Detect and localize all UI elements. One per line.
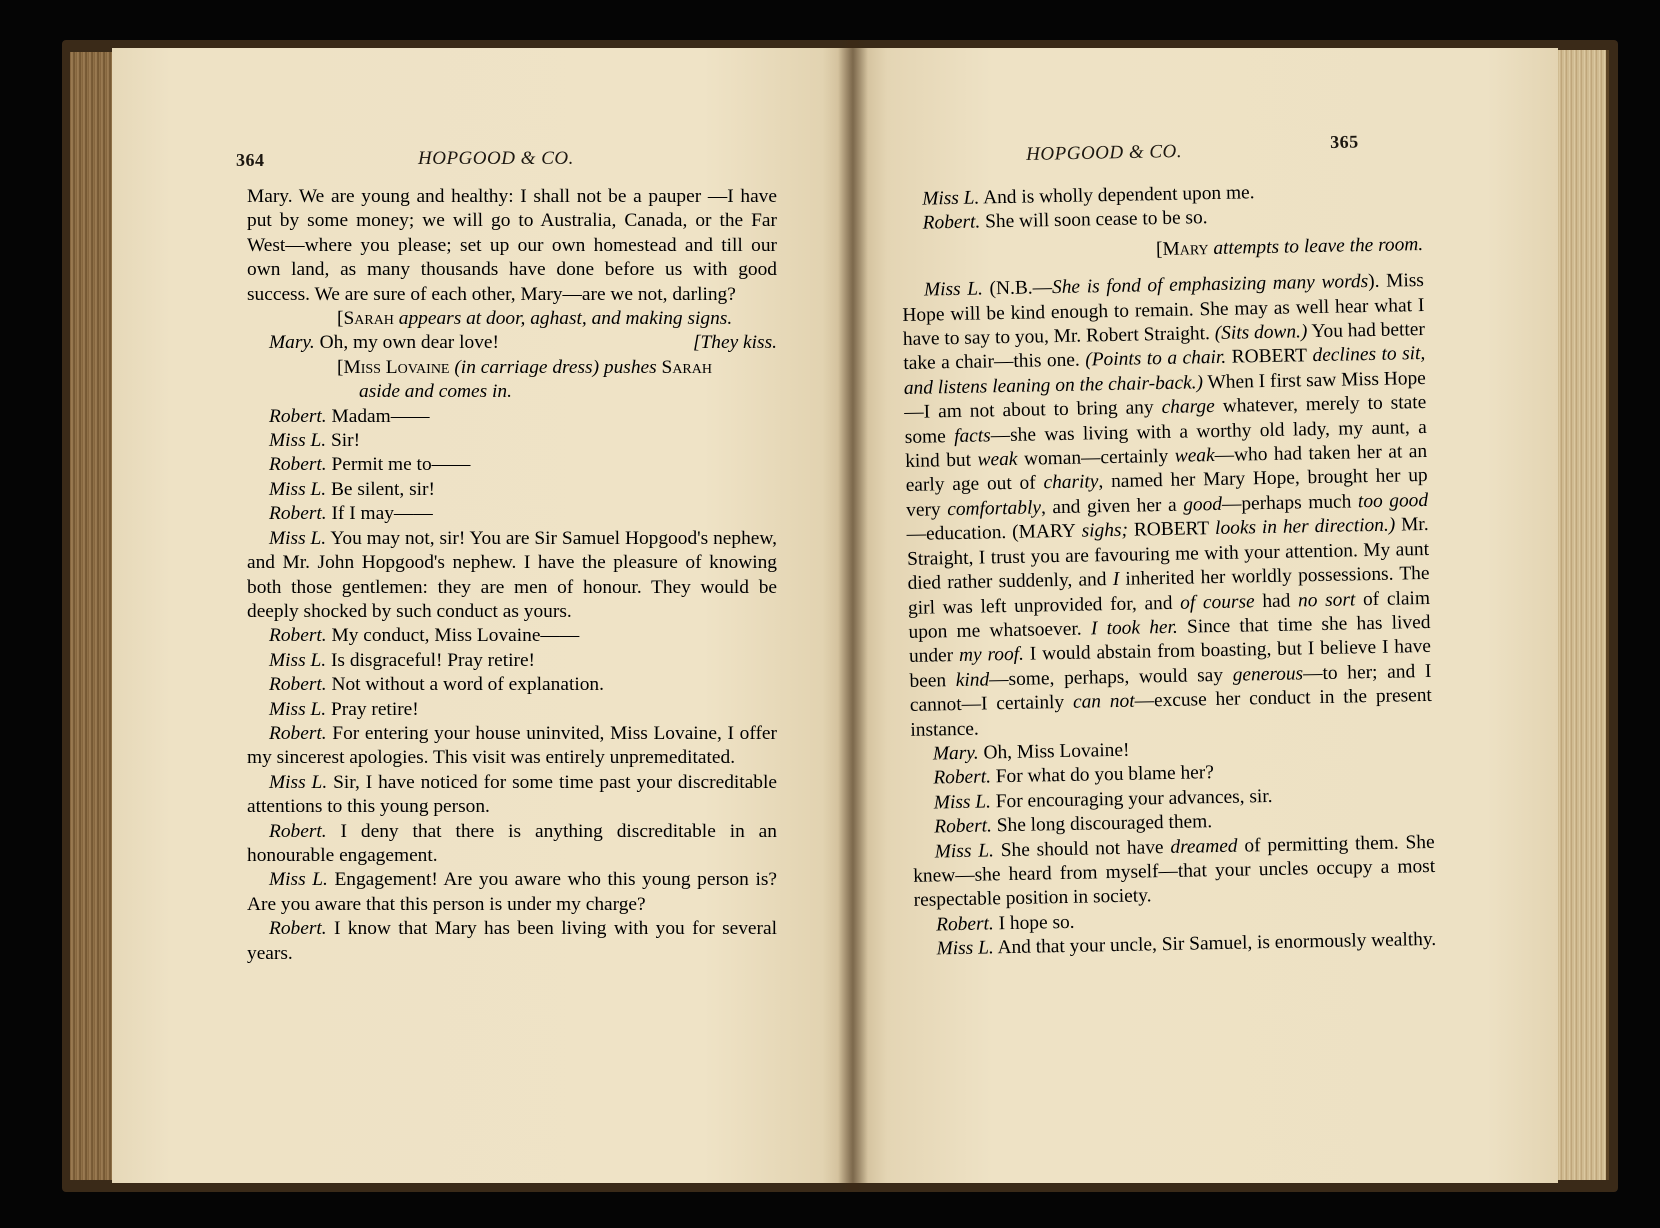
speech-text: Not without a word of explanation. <box>326 674 604 696</box>
t: , and given her a <box>1040 494 1177 519</box>
speaker: Miss L. <box>936 937 994 960</box>
running-head-right: HOPGOOD & CO. <box>1026 141 1183 165</box>
character-name: Sarah <box>661 356 712 378</box>
speech-text: Be silent, sir! <box>326 478 435 500</box>
speaker: Robert. <box>269 820 327 842</box>
t: I hope so. <box>998 911 1075 935</box>
stage-direction-text-2: aside and comes in. <box>359 381 512 403</box>
t: Since that time she has lived under <box>908 611 1431 668</box>
direction: appears at door, aghast, and making signs. <box>393 308 733 330</box>
t: comfortably <box>947 497 1042 521</box>
speaker: Robert. <box>269 503 327 525</box>
t: facts <box>953 424 991 447</box>
speeches-continued <box>247 624 777 966</box>
left-page-edges <box>70 52 112 1180</box>
t: ROBERT <box>1231 345 1308 369</box>
character-name: Sarah <box>343 308 394 330</box>
t: of course <box>1179 590 1255 614</box>
speech-mary <box>247 331 777 355</box>
speech-text: Sir! <box>326 430 361 452</box>
speech <box>247 429 777 453</box>
running-head-left: HOPGOOD & CO. <box>418 148 574 169</box>
speaker: Miss L. <box>269 430 327 452</box>
speech <box>247 820 777 869</box>
stage-direction-mary <box>901 233 1423 267</box>
speech-text: My conduct, Miss Lovaine—— <box>326 625 580 647</box>
speaker: Robert. <box>269 454 327 476</box>
t: ). Miss Hope will be kind enough to remain. She may as well hear what I have to say to you, Mr. Robert Straight. <box>902 270 1425 351</box>
speech-missl-dreamed <box>913 830 1436 913</box>
t: I <box>1112 568 1120 591</box>
speaker: Miss L. <box>269 527 327 549</box>
speech-text: Engagement! Are you aware who this young person is? Are you aware that this person is under my charge? <box>247 869 777 915</box>
speech <box>247 453 777 477</box>
t: She should not have <box>1000 836 1164 861</box>
speech-text: Pray retire! <box>326 698 419 720</box>
t: of claim upon me whatsoever. <box>908 587 1431 643</box>
speaker: Robert. <box>922 211 981 234</box>
direction: (in carriage dress) pushes <box>454 356 657 378</box>
t: sighs; <box>1081 519 1129 542</box>
speaker: Miss L. <box>934 839 995 863</box>
right-page-edges <box>1558 50 1609 1180</box>
book-spine <box>838 40 868 1190</box>
t: I took her. <box>1090 616 1178 640</box>
speaker: Robert. <box>934 815 993 838</box>
t: (N.B.— <box>989 277 1053 300</box>
speech-text: I know that Mary has been living with you for several years. <box>247 918 777 964</box>
bracket: [ <box>337 308 344 330</box>
t: —excuse her conduct in the present instance. <box>910 685 1433 741</box>
t: whatever, merely to state some <box>904 392 1427 448</box>
speaker: Miss L. <box>922 187 980 210</box>
left-opening-speech <box>247 185 777 307</box>
speech-text: Oh, Miss Lovaine! <box>978 739 1130 764</box>
speech <box>247 502 777 526</box>
t: my roof. <box>958 644 1025 667</box>
speaker: Robert. <box>269 625 327 647</box>
speaker: Miss L. <box>269 478 327 500</box>
speech-robert-opening: Mary. We are young and healthy: I shall not be a pauper —I have put by some money; we will go to Australia, Canada, or the Far West—where you please; set up our own homestead and till our own land, as many thousands have done before us with good success. We are sure of each other, Mary—are we not, darling? <box>247 186 777 305</box>
t: good <box>1183 493 1223 516</box>
left-text-block <box>247 185 777 966</box>
speech <box>247 405 777 429</box>
page-number-left: 364 <box>236 150 265 170</box>
speaker: Robert. <box>269 918 327 940</box>
speech-text: I deny that there is anything discreditable in an honourable engagement. <box>247 820 777 866</box>
t: I would abstain from boasting, but I believe I have been <box>909 636 1432 692</box>
speaker: Robert. <box>935 913 994 936</box>
right-closing-speeches <box>911 733 1435 841</box>
t: —perhaps much <box>1221 491 1352 515</box>
t: declines to sit, and listens leaning on the chair-back.) <box>903 343 1426 399</box>
stage-direction-text <box>337 357 712 378</box>
t: You had better take a chair—this one. <box>903 318 1425 375</box>
t: Mr. Straight, I trust you are favouring me with your attention. My aunt died rather suddenly, and <box>906 514 1430 595</box>
speech <box>247 917 777 966</box>
t: had <box>1262 590 1291 612</box>
speech-text: Madam—— <box>326 405 430 427</box>
speaker: Robert. <box>933 766 992 789</box>
stage-direction-lovaine <box>247 356 777 380</box>
speaker: Robert. <box>269 674 327 696</box>
speaker: Miss L. <box>269 869 328 891</box>
speech-text: Sir, I have noticed for some time past your discreditable attentions to this young person. <box>247 771 777 818</box>
t: And that your uncle, Sir Samuel, is enormously wealthy. <box>997 929 1437 959</box>
speech <box>247 868 777 917</box>
speaker: Miss L. <box>269 649 327 671</box>
short-speeches <box>247 405 777 527</box>
speech <box>247 673 777 697</box>
t: , named her Mary Hope, brought her up very <box>905 465 1428 521</box>
speech <box>247 722 777 771</box>
speech-text: If I may—— <box>326 503 433 525</box>
stage-direction-text <box>337 308 732 329</box>
t: no sort <box>1297 588 1356 611</box>
speaker: Mary. <box>269 332 315 354</box>
speaker: Robert. <box>269 405 327 427</box>
speaker: Mary. <box>932 742 979 765</box>
speech-text: For entering your house uninvited, Miss Lovaine, I offer my sincerest apologies. This visit was entirely unpremeditated. <box>247 722 777 769</box>
speech-text: And is wholly dependent upon me. <box>979 182 1255 209</box>
t: kind <box>955 669 990 691</box>
speaker: Miss L. <box>923 278 984 301</box>
t: —some, perhaps, would say <box>988 664 1224 691</box>
t: —who had taken her at an early age out of <box>905 440 1428 497</box>
t: —education. <box>906 522 1007 546</box>
stage-direction-sarah <box>247 307 777 331</box>
speech-text: Oh, my own dear love! <box>319 332 499 354</box>
speech-text: For what do you blame her? <box>990 762 1215 788</box>
speaker: Miss L. <box>269 771 328 793</box>
speech-missl-long-right <box>902 269 1433 743</box>
page-number-right: 365 <box>1330 131 1359 152</box>
speech-text: You may not, sir! You are Sir Samuel Hopgood's nephew, and Mr. John Hopgood's nephew. I have the pleasure of knowing both those gentlemen: they are men of honour. They would be deeply shocked by such conduct as yours. <box>247 527 777 622</box>
t: charge <box>1161 396 1215 419</box>
t: ROBERT <box>1133 518 1210 541</box>
t: weak <box>1174 445 1215 467</box>
speech-missl-long <box>247 527 777 625</box>
character-name: [Miss Lovaine <box>337 356 450 378</box>
speech <box>247 698 777 722</box>
t: charity <box>1043 471 1099 494</box>
direction: attempts to leave the room. <box>1213 233 1424 259</box>
speech-text: Permit me to—— <box>326 454 471 476</box>
stage-direction-text <box>1156 234 1424 260</box>
right-opening-speeches <box>900 178 1423 237</box>
stage-direction-kiss: [They kiss. <box>692 332 777 354</box>
speech-text: Is disgraceful! Pray retire! <box>326 649 536 671</box>
t: (MARY <box>1011 520 1076 544</box>
t: woman—certainly <box>1023 445 1169 470</box>
t: She is fond of emphasizing many words <box>1051 271 1369 299</box>
t: can not <box>1072 690 1135 713</box>
speaker: Miss L. <box>269 698 327 720</box>
speech <box>247 624 777 648</box>
speaker: Robert. <box>269 722 327 744</box>
t: weak <box>977 448 1018 471</box>
t: (Sits down.) <box>1214 321 1308 345</box>
t: inherited her worldly possessions. The girl was left unprovided for, and <box>907 563 1430 619</box>
t: generous <box>1232 663 1304 686</box>
speech <box>247 478 777 502</box>
speech-text: She will soon cease to be so. <box>980 207 1208 233</box>
t: of permitting them. She knew—she heard from myself—that your uncles occupy a most respectable position in society. <box>913 831 1436 912</box>
speech <box>247 771 777 820</box>
bracket: [ <box>1155 238 1163 260</box>
t: (Points to a chair. <box>1085 347 1227 371</box>
right-text-block <box>900 178 1437 962</box>
speech-text: For encouraging your advances, sir. <box>990 785 1273 813</box>
t: looks in her direction.) <box>1214 514 1396 540</box>
t: When I first saw Miss Hope—I am not about to bring any <box>904 367 1426 424</box>
t: —she was living with a worthy old lady, my aunt, a kind but <box>905 416 1427 473</box>
speech-text: She long discouraged them. <box>991 811 1213 837</box>
character-name: Mary <box>1162 237 1209 260</box>
speech <box>247 649 777 673</box>
t: dreamed <box>1170 835 1238 858</box>
t: too good <box>1357 489 1429 513</box>
speaker: Miss L. <box>933 791 992 814</box>
t: —to her; and I cannot—I certainly <box>909 660 1432 717</box>
